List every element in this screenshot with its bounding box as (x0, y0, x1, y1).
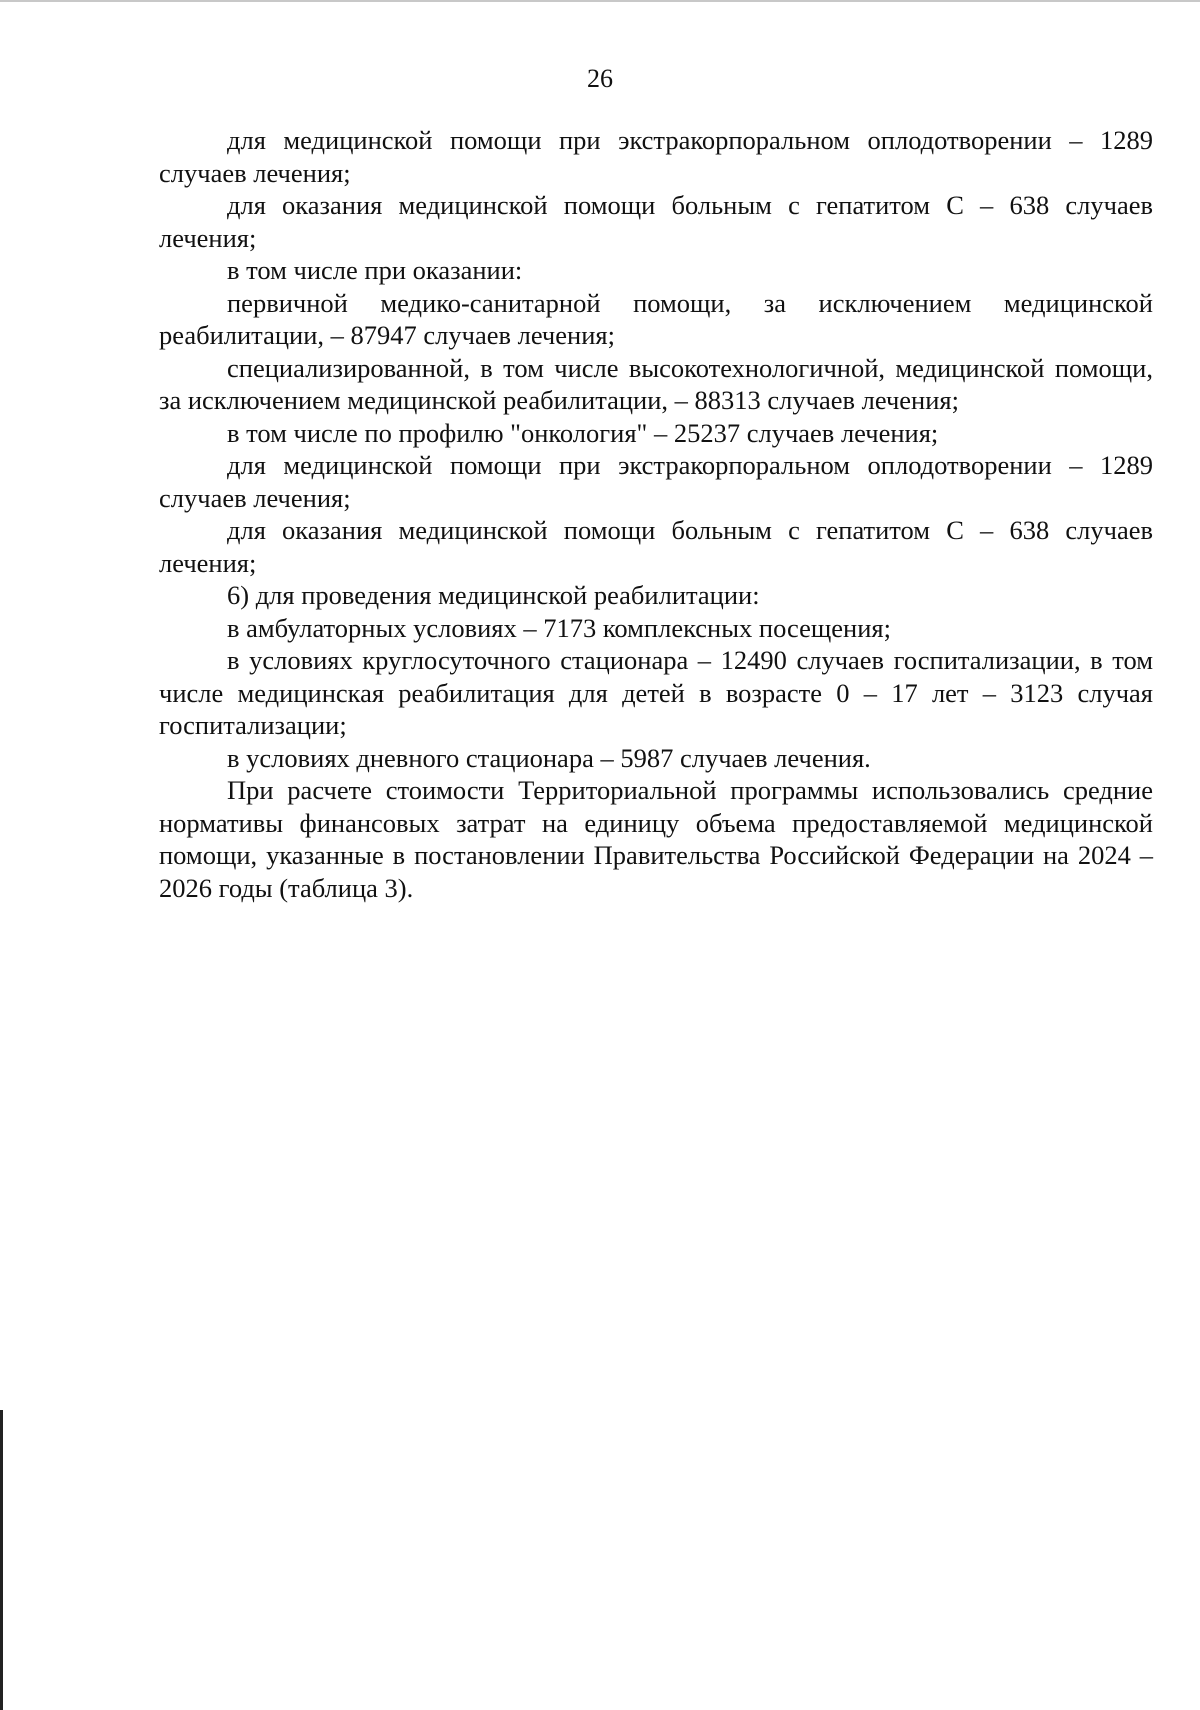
paragraph-outpatient: в амбулаторных условиях – 7173 комплексных посещения; (227, 612, 891, 643)
paragraph-including: в том числе при оказании: (227, 255, 523, 285)
paragraph-hepatitis-2: для оказания медицинской помощи больным с гепатитом С – 638 случаев лечения; (159, 515, 1153, 578)
paragraph-specialized-care: специализированной, в том числе высокотехнологичной, медицинской помощи, за исключением медицинской реабилитации, – 88313 случаев лечения; (159, 352, 1153, 415)
paragraph-oncology: в том числе по профилю "онкология" – 25237 случаев лечения; (227, 417, 939, 448)
paragraph-day-hospital: в условиях дневного стационара – 5987 случаев лечения. (227, 742, 871, 773)
paragraph-ivf-2: для медицинской помощи при экстракорпоральном оплодотворении – 1289 случаев лечения; (159, 450, 1153, 513)
paragraph-ivf-1: для медицинской помощи при экстракорпоральном оплодотворении – 1289 случаев лечения; (159, 125, 1153, 188)
page-number: 26 (587, 64, 613, 93)
paragraph-cost-calculation: При расчете стоимости Территориальной программы использовались средние нормативы финансовых затрат на единицу объема предоставляемой медицинской помощи, указанные в постановлении Правительства Российской Федерации на 2024 – 2026 годы (таблица 3). (159, 775, 1153, 903)
scan-edge-left (0, 1410, 3, 1710)
scan-edge-top (0, 0, 1200, 2)
paragraph-primary-care: первичной медико-санитарной помощи, за исключением медицинской реабилитации, – 87947 случаев лечения; (159, 287, 1153, 350)
paragraph-hepatitis-1: для оказания медицинской помощи больным с гепатитом С – 638 случаев лечения; (159, 190, 1153, 253)
paragraph-rehabilitation-heading: 6) для проведения медицинской реабилитации: (227, 580, 760, 610)
document-body (159, 124, 1153, 904)
paragraph-inpatient: в условиях круглосуточного стационара – 12490 случаев госпитализации, в том числе медицинская реабилитация для детей в возрасте 0 – 17 лет – 3123 случая госпитализации; (159, 645, 1153, 740)
